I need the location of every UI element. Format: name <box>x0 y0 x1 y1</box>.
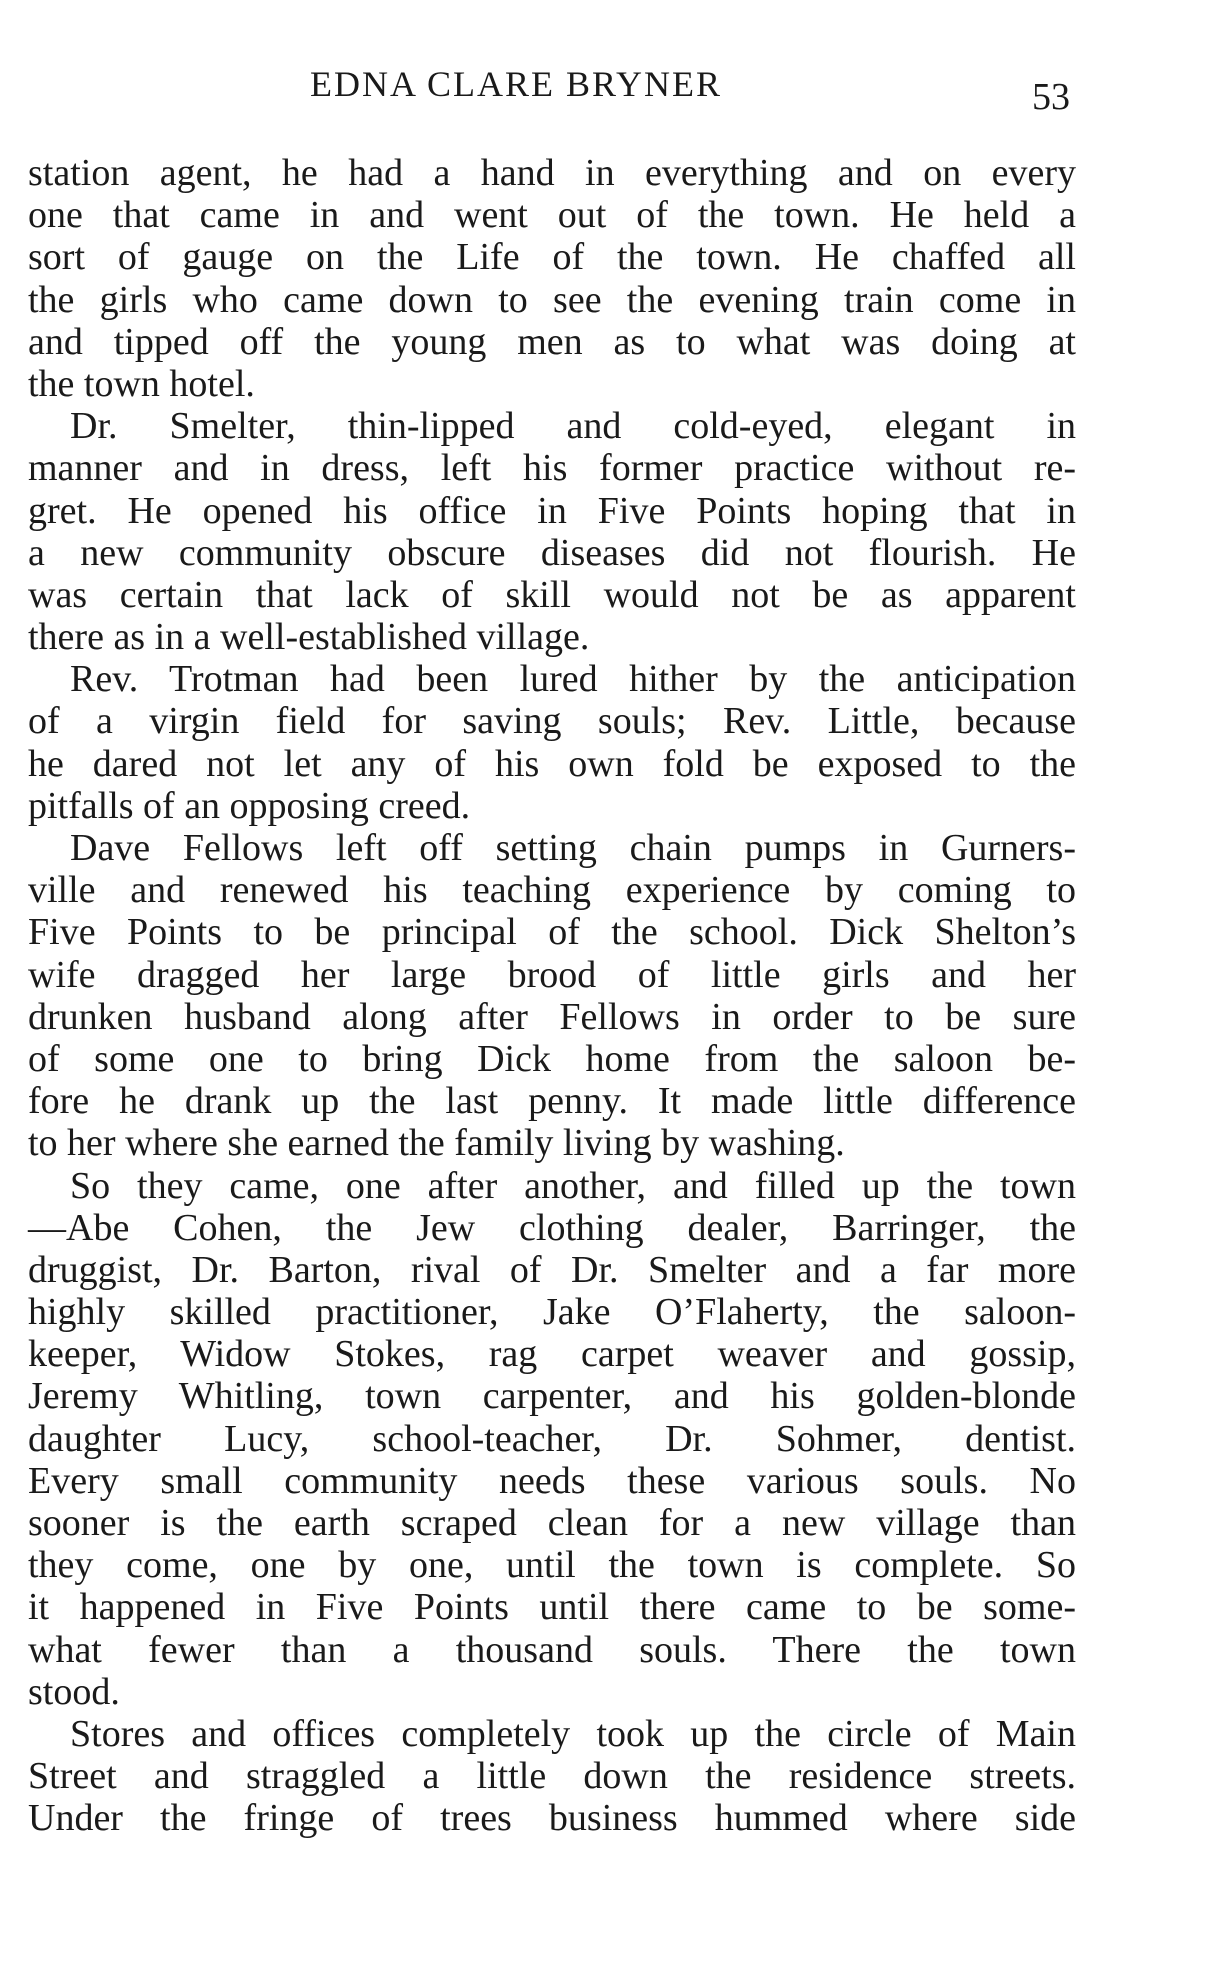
body-text <box>28 152 1076 1840</box>
text-line: fore he drank up the last penny. It made little difference <box>28 1080 1076 1123</box>
text-line: one that came in and went out of the town. He held a <box>28 194 1076 237</box>
text-line: ville and renewed his teaching experience by coming to <box>28 869 1076 912</box>
paragraph-start-line: So they came, one after another, and filled up the town <box>70 1164 1076 1207</box>
text-line: keeper, Widow Stokes, rag carpet weaver and gossip, <box>28 1333 1076 1376</box>
text-line: sooner is the earth scraped clean for a new village than <box>28 1502 1076 1544</box>
text-line: highly skilled practitioner, Jake O’Flaherty, the saloon- <box>28 1291 1076 1334</box>
text-line: manner and in dress, left his former practice without re- <box>28 447 1076 490</box>
text-line: Street and straggled a little down the residence streets. <box>28 1755 1076 1798</box>
text-line: pitfalls of an opposing creed. <box>28 784 471 827</box>
text-line: what fewer than a thousand souls. There the town <box>28 1628 1076 1671</box>
text-line: daughter Lucy, school-teacher, Dr. Sohmer, dentist. <box>28 1417 1076 1460</box>
text-line: gret. He opened his office in Five Points hoping that in <box>28 489 1076 532</box>
text-line: stood. <box>28 1670 120 1713</box>
text-line: it happened in Five Points until there came to be some- <box>28 1586 1076 1629</box>
paragraph-start-line: Stores and offices completely took up the circle of Main <box>70 1712 1076 1755</box>
text-line: the girls who came down to see the evening train come in <box>28 278 1076 321</box>
text-line: Jeremy Whitling, town carpenter, and his golden-blonde <box>28 1375 1076 1418</box>
text-line: they come, one by one, until the town is complete. So <box>28 1544 1076 1587</box>
text-line: was certain that lack of skill would not be as apparent <box>28 573 1076 616</box>
paragraph-start-line: Dr. Smelter, thin-lipped and cold-eyed, elegant in <box>70 405 1076 448</box>
text-line: a new community obscure diseases did not flourish. He <box>28 531 1076 574</box>
text-line: Every small community needs these various souls. No <box>28 1459 1076 1502</box>
text-line: —Abe Cohen, the Jew clothing dealer, Barringer, the <box>28 1206 1076 1249</box>
running-head-author: EDNA CLARE BRYNER <box>310 64 723 104</box>
text-line: there as in a well-established village. <box>28 616 590 659</box>
text-line: Under the fringe of trees business hummed where side <box>28 1797 1076 1840</box>
text-line: and tipped off the young men as to what was doing at <box>28 320 1076 363</box>
text-line: of some one to bring Dick home from the saloon be- <box>28 1037 1076 1080</box>
text-line: druggist, Dr. Barton, rival of Dr. Smelter and a far more <box>28 1248 1076 1291</box>
text-line: the town hotel. <box>28 362 255 405</box>
text-line: of a virgin field for saving souls; Rev. Little, because <box>28 700 1076 743</box>
text-line: Five Points to be principal of the school. Dick Shelton’s <box>28 911 1076 954</box>
paragraph-start-line: Rev. Trotman had been lured hither by the anticipation <box>70 658 1076 701</box>
page-number: 53 <box>1032 76 1070 118</box>
text-line: sort of gauge on the Life of the town. He chaffed all <box>28 236 1076 279</box>
paragraph-start-line: Dave Fellows left off setting chain pumps in Gurners- <box>70 827 1076 869</box>
text-line: station agent, he had a hand in everything and on every <box>28 152 1076 194</box>
text-line: drunken husband along after Fellows in order to be sure <box>28 995 1076 1038</box>
text-line: wife dragged her large brood of little girls and her <box>28 953 1076 996</box>
text-line: he dared not let any of his own fold be exposed to the <box>28 742 1076 785</box>
text-line: to her where she earned the family living by washing. <box>28 1122 845 1165</box>
